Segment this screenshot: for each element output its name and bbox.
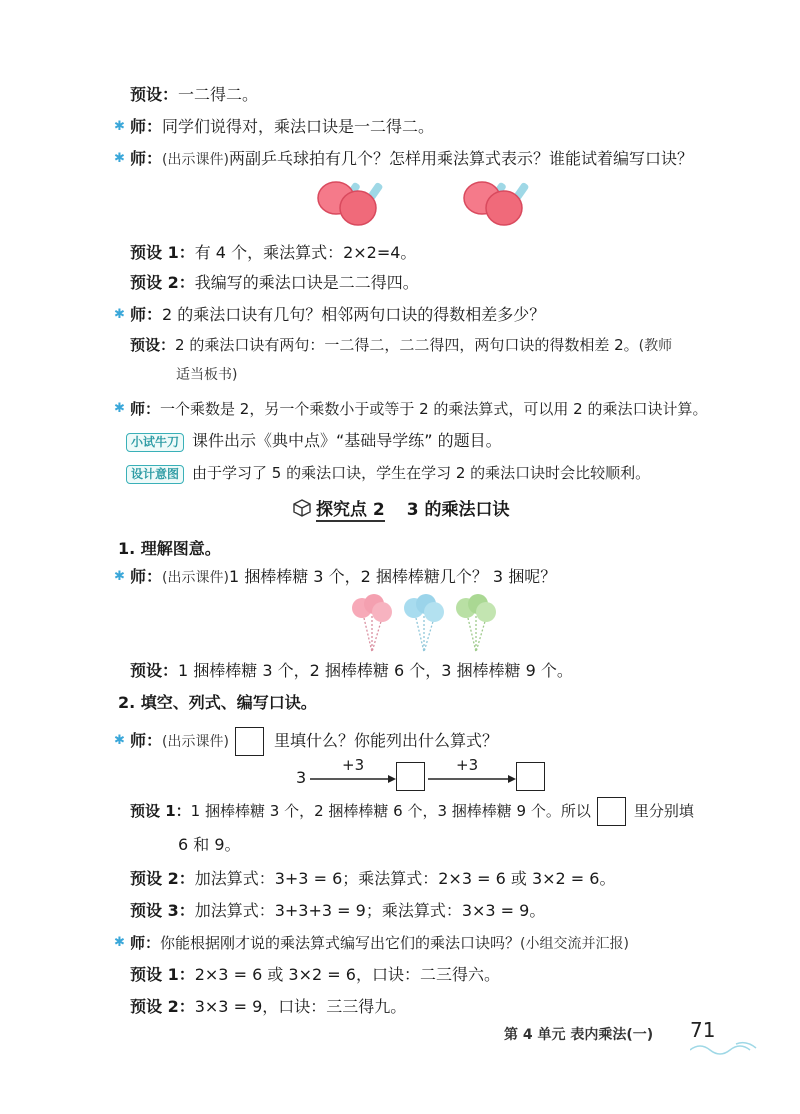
text: 有 4 个，乘法算式：2×2=4。 bbox=[194, 243, 417, 262]
text: 6 和 9。 bbox=[178, 835, 241, 854]
line-11 bbox=[130, 566, 556, 589]
label: 预设： bbox=[130, 85, 179, 104]
bullet-icon: ✱ bbox=[114, 733, 125, 748]
label: 预设 2： bbox=[130, 997, 195, 1016]
bullet-icon: ✱ bbox=[114, 569, 125, 584]
text: 3×3 = 9，口诀：三三得九。 bbox=[194, 997, 407, 1016]
line-4 bbox=[130, 242, 416, 264]
arrow-icon bbox=[428, 773, 516, 785]
addition-chain-diagram bbox=[296, 756, 556, 796]
note: (小组交流并汇报) bbox=[520, 936, 629, 952]
line-17 bbox=[130, 932, 629, 955]
label: 预设： bbox=[130, 661, 179, 680]
bullet-icon: ✱ bbox=[114, 151, 125, 166]
note: (教师 bbox=[638, 338, 673, 354]
line-10 bbox=[126, 462, 650, 484]
line-15 bbox=[130, 868, 615, 890]
blank-box bbox=[396, 762, 425, 791]
text: 同学们说得对，乘法口诀是一二得二。 bbox=[162, 117, 435, 136]
cube-icon bbox=[292, 498, 312, 518]
label: 预设： bbox=[130, 336, 176, 354]
blank-box bbox=[235, 727, 264, 756]
label: 师： bbox=[130, 567, 163, 586]
text: 一个乘数是 2，另一个乘数小于或等于 2 的乘法算式，可以用 2 的乘法口诀计算。 bbox=[160, 400, 708, 418]
note: (出示课件) bbox=[162, 734, 229, 750]
text: 加法算式：3+3 = 6；乘法算式：2×3 = 6 或 3×2 = 6。 bbox=[194, 869, 616, 888]
text: 你能根据刚才说的乘法算式编写出它们的乘法口诀吗？ bbox=[160, 934, 521, 952]
lollipop-bundle-illustration bbox=[398, 594, 450, 654]
bullet-icon: ✱ bbox=[114, 401, 125, 416]
footer-unit: 第 4 单元 表内乘法(一) bbox=[504, 1027, 654, 1043]
tag-badge: 设计意图 bbox=[126, 465, 184, 484]
text: 1 捆棒棒糖 3 个，2 捆棒棒糖几个？ 3 捆呢？ bbox=[228, 567, 557, 586]
lollipop-bundle-illustration bbox=[346, 594, 398, 654]
line-8 bbox=[130, 398, 708, 420]
label: 预设 1： bbox=[130, 965, 195, 984]
line-18 bbox=[130, 964, 500, 986]
text: 课件出示《典中点》“基础导学练” 的题目。 bbox=[192, 431, 502, 450]
wave-decoration-icon bbox=[690, 1040, 760, 1056]
arrow-icon bbox=[310, 773, 396, 785]
text-2: 里分别填 bbox=[633, 802, 694, 820]
text: 我编写的乘法口诀是二二得四。 bbox=[194, 273, 419, 292]
text: 加法算式：3+3+3 = 9；乘法算式：3×3 = 9。 bbox=[194, 901, 546, 920]
line-2 bbox=[130, 116, 434, 138]
label: 预设 1： bbox=[130, 243, 195, 262]
heading-1: 1. 理解图意。 bbox=[118, 539, 221, 558]
line-12 bbox=[130, 660, 573, 682]
text: 一二得二。 bbox=[178, 85, 259, 104]
text: 2 的乘法口诀有几句？相邻两句口诀的得数相差多少？ bbox=[162, 305, 546, 324]
line-1 bbox=[130, 84, 258, 106]
blank-box bbox=[516, 762, 545, 791]
note: 适当板书) bbox=[176, 367, 238, 383]
line-6 bbox=[130, 304, 545, 326]
line-9 bbox=[126, 430, 502, 452]
section-tag: 探究点 2 bbox=[316, 500, 385, 520]
line-14 bbox=[130, 796, 694, 826]
label: 预设 3： bbox=[130, 901, 195, 920]
line-16 bbox=[130, 900, 545, 922]
text: 里填什么？你能列出什么算式？ bbox=[273, 731, 498, 750]
label: 师： bbox=[130, 149, 163, 168]
section-title: 3 的乘法口诀 bbox=[406, 500, 510, 520]
paddle-pair-illustration bbox=[310, 176, 420, 232]
text: 1 捆棒棒糖 3 个，2 捆棒棒糖 6 个，3 捆棒棒糖 9 个。所以 bbox=[190, 802, 591, 820]
label: 师： bbox=[130, 117, 163, 136]
line-3 bbox=[130, 148, 693, 171]
tag-badge: 小试牛刀 bbox=[126, 433, 184, 452]
step-label: +3 bbox=[456, 756, 479, 774]
text: 由于学习了 5 的乘法口诀，学生在学习 2 的乘法口诀时会比较顺利。 bbox=[192, 464, 651, 482]
text: 2×3 = 6 或 3×2 = 6，口诀：二三得六。 bbox=[194, 965, 500, 984]
bullet-icon: ✱ bbox=[114, 935, 125, 950]
heading-2: 2. 填空、列式、编写口诀。 bbox=[118, 693, 317, 712]
line-14b bbox=[178, 834, 241, 856]
label: 师： bbox=[130, 731, 163, 750]
step-label: +3 bbox=[342, 756, 365, 774]
label: 预设 2： bbox=[130, 869, 195, 888]
note: (出示课件) bbox=[162, 570, 229, 586]
section-heading bbox=[292, 498, 510, 521]
lollipop-bundle-illustration bbox=[450, 594, 502, 654]
text: 1 捆棒棒糖 3 个，2 捆棒棒糖 6 个，3 捆棒棒糖 9 个。 bbox=[178, 661, 573, 680]
label: 预设 2： bbox=[130, 273, 195, 292]
bullet-icon: ✱ bbox=[114, 119, 125, 134]
blank-box bbox=[597, 797, 626, 826]
label: 师： bbox=[130, 934, 161, 952]
paddle-pair-illustration bbox=[456, 176, 566, 232]
line-5 bbox=[130, 272, 419, 294]
text: 两副乒乓球拍有几个？怎样用乘法算式表示？谁能试着编写口诀？ bbox=[228, 149, 693, 168]
line-7 bbox=[130, 334, 672, 357]
note: (出示课件) bbox=[162, 152, 229, 168]
start-number: 3 bbox=[296, 768, 307, 787]
label: 师： bbox=[130, 400, 161, 418]
text: 2 的乘法口诀有两句：一二得二，二二得四，两句口诀的得数相差 2。 bbox=[175, 336, 639, 354]
label: 预设 1： bbox=[130, 802, 191, 820]
page-number: 71 bbox=[690, 1018, 716, 1042]
line-19 bbox=[130, 996, 406, 1018]
bullet-icon: ✱ bbox=[114, 307, 125, 322]
label: 师： bbox=[130, 305, 163, 324]
line-13 bbox=[130, 726, 498, 757]
line-7b bbox=[176, 364, 237, 386]
